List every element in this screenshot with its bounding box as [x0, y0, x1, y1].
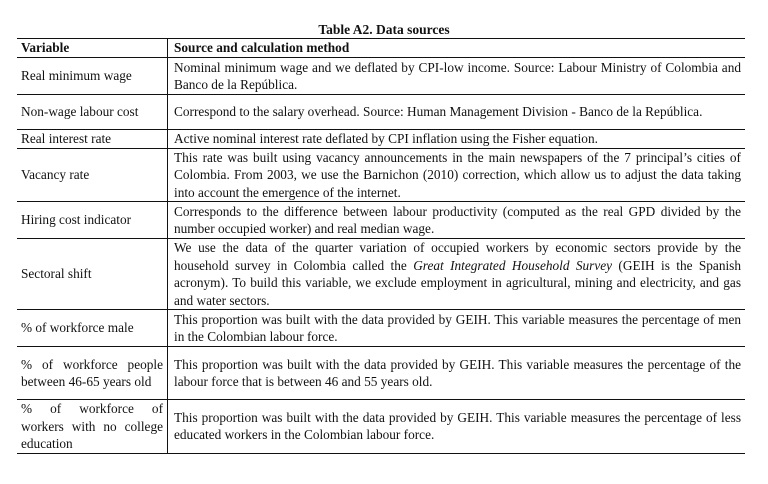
table-row	[17, 400, 745, 454]
variable-cell: Vacancy rate	[17, 148, 168, 202]
header-variable: Variable	[17, 39, 168, 58]
variable-cell: Hiring cost indicator	[17, 202, 168, 239]
table-row	[17, 202, 745, 239]
table-row	[17, 310, 745, 347]
variable-cell: % of workforce people between 46-65 years old	[17, 347, 168, 400]
source-cell: This proportion was built with the data provided by GEIH. This variable measures the percentage of less educated workers in the Colombian labour force.	[174, 409, 741, 443]
source-cell: Correspond to the salary overhead. Source: Human Management Division - Banco de la República.	[174, 104, 703, 120]
variable-cell: % of workforce of workers with no college education	[17, 400, 168, 454]
source-cell: This rate was built using vacancy announcements in the main newspapers of the 7 principal’s cities of Colombia. From 2003, we use the Barnichon (2010) correction, which allow us to adjust the data taking into account the emergence of the internet.	[174, 149, 741, 200]
table-row	[17, 239, 745, 310]
data-sources-table	[17, 38, 745, 454]
source-cell: Nominal minimum wage and we deflated by CPI-low income. Source: Labour Ministry of Colombia and Banco de la República.	[174, 59, 741, 92]
survey-name: Great Integrated Household Survey	[413, 257, 613, 273]
source-cell: Active nominal interest rate deflated by CPI inflation using the Fisher equation.	[174, 131, 598, 146]
table-row	[17, 148, 745, 202]
variable-cell: Sectoral shift	[17, 239, 168, 310]
source-cell	[168, 239, 746, 310]
table-row	[17, 130, 745, 149]
header-source: Source and calculation method	[174, 40, 350, 56]
table-title: Table A2. Data sources	[318, 22, 450, 37]
table-row	[17, 347, 745, 400]
source-text: We use the data of the quarter variation of occupied workers by economic sectors provide by the household survey in Colombia called the	[174, 240, 741, 273]
variable-cell: Real minimum wage	[17, 58, 168, 95]
variable-cell: % of workforce male	[17, 310, 168, 347]
variable-cell: Real interest rate	[17, 130, 168, 149]
variable-cell: Non-wage labour cost	[17, 95, 168, 130]
source-text: (GEIH is the Spanish acronym). To build this variable, we exclude employment in agricultural, mining and electricity, and gas and water sectors.	[174, 257, 741, 308]
source-cell: This proportion was built with the data provided by GEIH. This variable measures the percentage of men in the Colombian labour force.	[174, 311, 741, 344]
table-row	[17, 58, 745, 95]
table-row	[17, 95, 745, 130]
table-header-row	[17, 39, 745, 58]
source-cell: This proportion was built with the data provided by GEIH. This variable measures the percentage of the labour force that is between 46 and 55 years old.	[174, 356, 741, 389]
source-cell: Corresponds to the difference between labour productivity (computed as the real GPD divided by the number occupied worker) and real median wage.	[174, 203, 741, 236]
